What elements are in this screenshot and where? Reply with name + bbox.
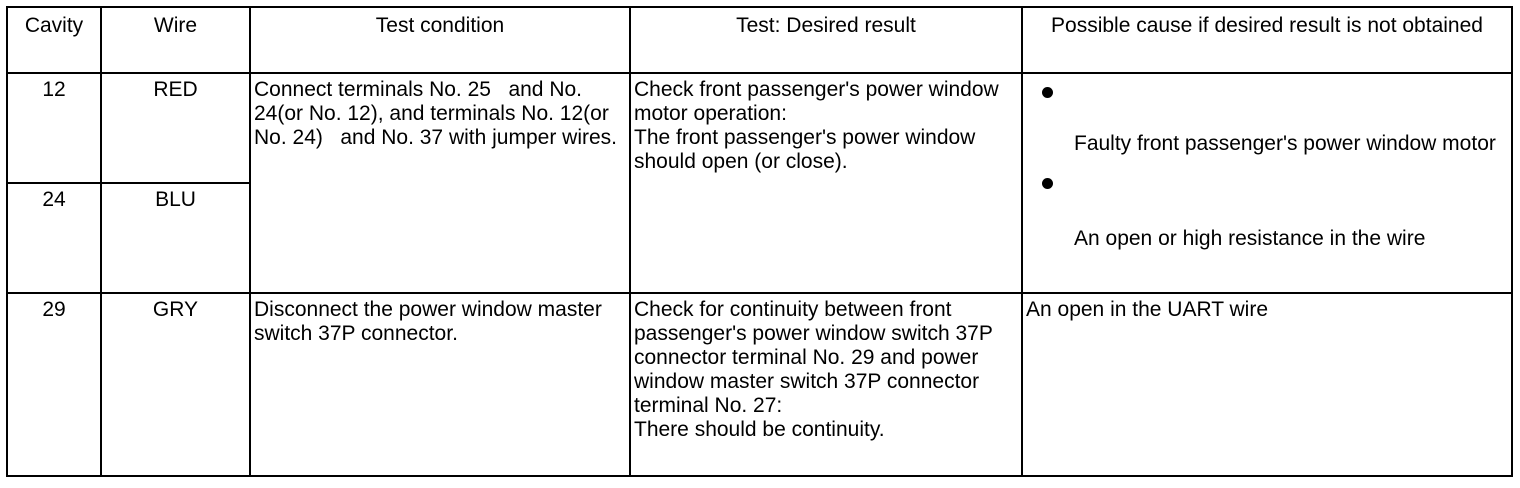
cavity-cell: 12 [7,73,101,183]
header-row [7,7,1512,73]
possible-cause-cell: An open in the UART wire [1022,293,1512,476]
wire-color-cell: RED [101,73,250,183]
bullet-icon [1042,178,1053,189]
header-desired-result: Test: Desired result [630,7,1022,73]
header-wire: Wire [101,7,250,73]
possible-cause-cell [1022,73,1512,293]
header-cavity: Cavity [7,7,101,73]
test-condition-cell: Disconnect the power window master switch 37P connector. [250,293,630,476]
desired-result-cell [630,73,1022,293]
test-condition-text: Connect terminals No. 25 and No. 24(or No. 12), and terminals No. 12(or No. 24) and No. 37 with jumper wires. [254,78,617,149]
cavity-cell: 24 [7,183,101,293]
table-row [7,293,1512,476]
desired-result-cell [630,293,1022,476]
desired-result-text: Check for continuity between front passenger's power window switch 37P connector terminal No. 29 and power window master switch 37P connector terminal No. 27: There should be continuity. [634,298,993,441]
cause-item: An open or high resistance in the wire [1074,227,1426,250]
test-condition-cell [250,73,630,293]
desired-result-text: Check front passenger's power window motor operation: The front passenger's power window should open (or close). [634,78,999,173]
wire-color-cell: GRY [101,293,250,476]
table-row [7,73,1512,183]
cause-item: Faulty front passenger's power window motor [1074,132,1496,155]
bullet-icon [1042,87,1053,98]
cavity-cell: 29 [7,293,101,476]
header-test-condition: Test condition [250,7,630,73]
header-possible-cause: Possible cause if desired result is not obtained [1022,7,1512,73]
diagnostic-table [6,6,1513,477]
wire-color-cell: BLU [101,183,250,293]
